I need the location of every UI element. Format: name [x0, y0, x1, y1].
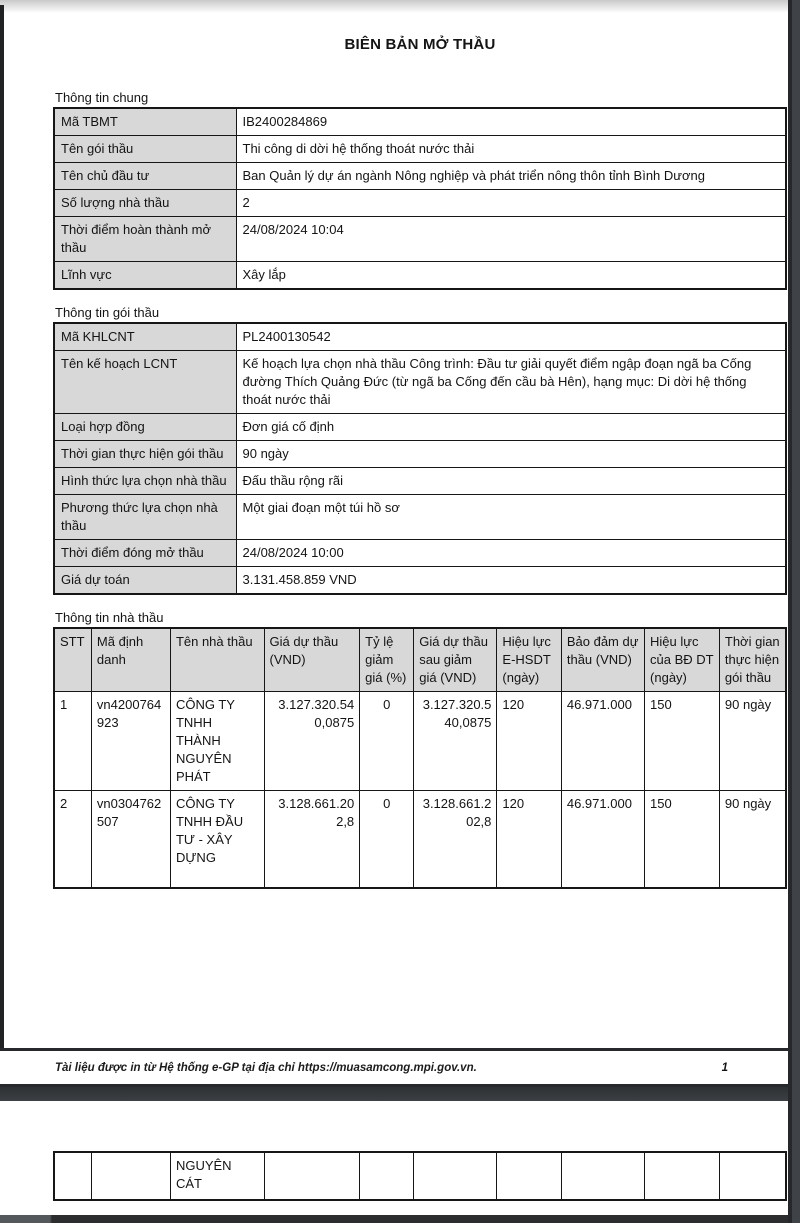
cell-ty-le-giam-gia — [360, 1152, 414, 1200]
cell-bao-dam-du-thau — [561, 1152, 644, 1200]
field-label: Tên kế hoạch LCNT — [54, 351, 236, 414]
document-page-1 — [0, 36, 800, 889]
field-value: 90 ngày — [236, 441, 786, 468]
cell-ten-nha-thau: CÔNG TY TNHH THÀNH NGUYÊN PHÁT — [170, 692, 264, 791]
table-row — [54, 108, 786, 136]
column-header: Hiệu lực E-HSDT (ngày) — [497, 628, 561, 692]
general-info-table — [53, 107, 787, 290]
field-value: Kế hoạch lựa chọn nhà thầu Công trình: Đầu tư giải quyết điểm ngập đoạn ngã ba Cống đường Thích Quảng Đức (từ ngã ba Cống đến cầu bà Hên), hạng mục: Di dời hệ thống thoát nước thải — [236, 351, 786, 414]
page-left-edge — [0, 5, 4, 1048]
next-table-clipped-edge — [0, 1215, 800, 1223]
field-value: 2 — [236, 190, 786, 217]
cell-bao-dam-du-thau: 46.971.000 — [561, 791, 644, 889]
column-header: Hiệu lực của BĐ DT (ngày) — [645, 628, 720, 692]
field-label: Tên gói thầu — [54, 136, 236, 163]
table-row — [54, 441, 786, 468]
table-row — [54, 136, 786, 163]
cell-ty-le-giam-gia: 0 — [360, 791, 414, 889]
field-label: Loại hợp đồng — [54, 414, 236, 441]
package-info-table — [53, 322, 787, 595]
cell-ma-dinh-danh — [91, 1152, 170, 1200]
table-row — [54, 163, 786, 190]
footer-source-text: Tài liệu được in từ Hệ thống e-GP tại địa chỉ https://muasamcong.mpi.gov.vn. — [55, 1061, 477, 1074]
cell-thoi-gian-thuc-hien: 90 ngày — [719, 692, 786, 791]
cell-thoi-gian-thuc-hien — [719, 1152, 786, 1200]
contractors-table — [53, 627, 787, 889]
cell-bao-dam-du-thau: 46.971.000 — [561, 692, 644, 791]
section-heading-contractors: Thông tin nhà thầu — [55, 610, 164, 625]
field-value: 24/08/2024 10:04 — [236, 217, 786, 262]
cell-hieu-luc-ehsdt — [497, 1152, 561, 1200]
field-label: Thời điểm đóng mở thầu — [54, 540, 236, 567]
page-number: 1 — [721, 1061, 728, 1074]
cell-gia-du-thau — [264, 1152, 360, 1200]
column-header: Tên nhà thầu — [170, 628, 264, 692]
cell-hieu-luc-bddt: 150 — [645, 692, 720, 791]
table-row — [54, 351, 786, 414]
cell-hieu-luc-ehsdt: 120 — [497, 791, 561, 889]
table-row — [54, 692, 786, 791]
page-footer — [0, 1048, 800, 1087]
cell-ma-dinh-danh: vn4200764923 — [91, 692, 170, 791]
table-row — [54, 323, 786, 351]
field-value: Một giai đoạn một túi hồ sơ — [236, 495, 786, 540]
cell-hieu-luc-bddt — [645, 1152, 720, 1200]
field-value: 24/08/2024 10:00 — [236, 540, 786, 567]
table-row — [54, 414, 786, 441]
cell-ma-dinh-danh: vn0304762507 — [91, 791, 170, 889]
field-label: Mã TBMT — [54, 108, 236, 136]
field-value: Đấu thầu rộng rãi — [236, 468, 786, 495]
cell-hieu-luc-bddt: 150 — [645, 791, 720, 889]
cell-stt: 2 — [54, 791, 91, 889]
column-header: STT — [54, 628, 91, 692]
table-row — [54, 262, 786, 290]
field-label: Thời gian thực hiện gói thầu — [54, 441, 236, 468]
cell-hieu-luc-ehsdt: 120 — [497, 692, 561, 791]
table-row — [54, 217, 786, 262]
cell-thoi-gian-thuc-hien: 90 ngày — [719, 791, 786, 889]
field-label: Mã KHLCNT — [54, 323, 236, 351]
cell-gia-sau-giam: 3.127.320.540,0875 — [414, 692, 497, 791]
column-header: Bảo đảm dự thầu (VND) — [561, 628, 644, 692]
column-header: Mã định danh — [91, 628, 170, 692]
cell-stt: 1 — [54, 692, 91, 791]
column-header: Thời gian thực hiện gói thầu — [719, 628, 786, 692]
table-header-row — [54, 628, 786, 692]
column-header: Giá dự thầu sau giảm giá (VND) — [414, 628, 497, 692]
table-row — [54, 1152, 786, 1200]
field-label: Giá dự toán — [54, 567, 236, 595]
page-break-gap — [0, 1087, 800, 1101]
field-value: Thi công di dời hệ thống thoát nước thải — [236, 136, 786, 163]
table-row — [54, 468, 786, 495]
document-title: BIÊN BẢN MỞ THẦU — [344, 36, 496, 53]
field-label: Phương thức lựa chọn nhà thầu — [54, 495, 236, 540]
page-top-shadow — [0, 0, 800, 13]
cell-gia-sau-giam — [414, 1152, 497, 1200]
field-label: Tên chủ đầu tư — [54, 163, 236, 190]
field-value: Ban Quản lý dự án ngành Nông nghiệp và phát triển nông thôn tỉnh Bình Dương — [236, 163, 786, 190]
cell-ten-nha-thau: NGUYÊN CÁT — [170, 1152, 264, 1200]
field-value: 3.131.458.859 VND — [236, 567, 786, 595]
section-heading-package: Thông tin gói thầu — [55, 305, 160, 320]
page-right-edge — [788, 0, 800, 1223]
contractors-table-continued — [53, 1151, 787, 1201]
field-value: Xây lắp — [236, 262, 786, 290]
field-label: Số lượng nhà thầu — [54, 190, 236, 217]
table-row — [54, 791, 786, 889]
field-label: Lĩnh vực — [54, 262, 236, 290]
cell-ten-nha-thau: CÔNG TY TNHH ĐẦU TƯ - XÂY DỰNG — [170, 791, 264, 889]
cell-ty-le-giam-gia: 0 — [360, 692, 414, 791]
field-label: Thời điểm hoàn thành mở thầu — [54, 217, 236, 262]
field-label: Hình thức lựa chọn nhà thầu — [54, 468, 236, 495]
column-header: Tỷ lệ giảm giá (%) — [360, 628, 414, 692]
field-value: Đơn giá cố định — [236, 414, 786, 441]
cell-gia-sau-giam: 3.128.661.202,8 — [414, 791, 497, 889]
cell-gia-du-thau: 3.127.320.540,0875 — [264, 692, 360, 791]
table-row — [54, 540, 786, 567]
cell-gia-du-thau: 3.128.661.202,8 — [264, 791, 360, 889]
field-value: PL2400130542 — [236, 323, 786, 351]
table-row — [54, 190, 786, 217]
cell-stt — [54, 1152, 91, 1200]
field-value: IB2400284869 — [236, 108, 786, 136]
table-row — [54, 567, 786, 595]
section-heading-general: Thông tin chung — [55, 90, 149, 105]
column-header: Giá dự thầu (VND) — [264, 628, 360, 692]
table-row — [54, 495, 786, 540]
